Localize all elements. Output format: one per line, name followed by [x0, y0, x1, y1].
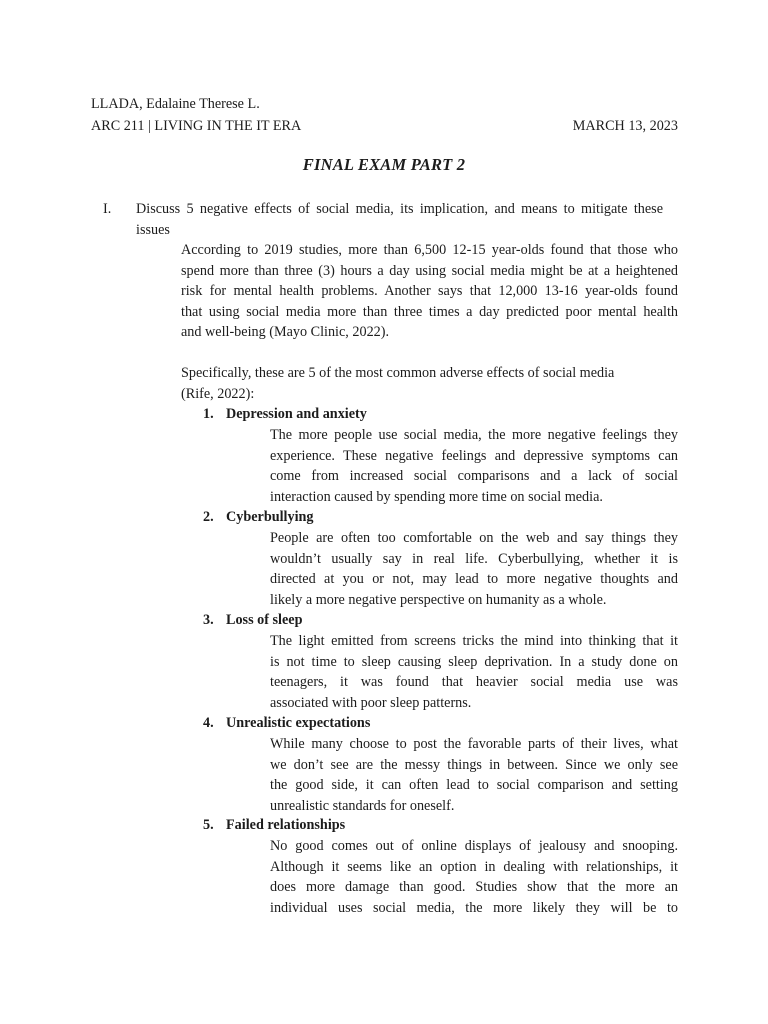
intro-line: that using social media more than three times a day predicted poor mental health — [181, 303, 678, 320]
item-line: While many choose to post the favorable parts of their lives, what — [270, 736, 678, 752]
item-line: interaction caused by spending more time on social media. — [270, 488, 603, 505]
intro-line: According to 2019 studies, more than 6,500 12-15 year-olds found that those who — [181, 242, 678, 258]
question-block — [103, 199, 663, 240]
item-number: 3. — [203, 612, 214, 628]
lead-line: Specifically, these are 5 of the most common adverse effects of social media — [181, 365, 615, 381]
item-line: No good comes out of online displays of jealousy and snooping. — [270, 838, 678, 854]
item-line: individual uses social media, the more likely they will be to — [270, 899, 678, 916]
item-number: 2. — [203, 509, 214, 525]
item-paragraph — [270, 836, 678, 918]
question-number: I. — [103, 201, 112, 217]
item-line: The light emitted from screens tricks the mind into thinking that it — [270, 633, 678, 649]
course-label: ARC 211 | LIVING IN THE IT ERA — [91, 118, 302, 134]
course-date-row — [91, 115, 678, 137]
item-line: likely a more negative perspective on humanity as a whole. — [270, 591, 607, 608]
item-title: Unrealistic expectations — [226, 715, 371, 731]
item-paragraph — [270, 425, 678, 507]
item-title: Loss of sleep — [226, 612, 303, 628]
item-line: experience. These negative feelings and depressive symptoms can — [270, 447, 678, 464]
item-line: directed at you or not, may lead to more negative thoughts and — [270, 571, 678, 588]
item-heading — [203, 507, 314, 528]
item-line: is not time to sleep causing sleep deprivation. In a study done on — [270, 653, 678, 670]
item-heading — [203, 610, 302, 631]
item-title: Depression and anxiety — [226, 406, 367, 422]
exam-date: MARCH 13, 2023 — [572, 118, 678, 134]
question-line: Discuss 5 negative effects of social media, its implication, and means to mitigate these — [136, 201, 663, 217]
question-text — [136, 199, 663, 240]
item-number: 5. — [203, 817, 214, 833]
item-line: come from increased social comparisons and a lack of social — [270, 468, 678, 485]
item-paragraph — [270, 734, 678, 816]
item-line: teenagers, it was found that heavier social media use was — [270, 674, 678, 691]
item-line: associated with poor sleep patterns. — [270, 694, 472, 711]
item-paragraph — [270, 528, 678, 610]
item-line: we don’t see are the messy things in between. Since we only see — [270, 756, 678, 773]
item-title: Cyberbullying — [226, 509, 314, 525]
intro-line: spend more than three (3) hours a day using social media might be at a heightened — [181, 262, 678, 279]
item-line: wouldn’t usually say in real life. Cyberbullying, whether it is — [270, 550, 678, 567]
lead-paragraph — [181, 363, 678, 404]
item-number: 4. — [203, 715, 214, 731]
intro-paragraph — [181, 240, 678, 343]
item-heading — [203, 404, 367, 425]
item-heading — [203, 713, 370, 734]
item-number: 1. — [203, 406, 214, 422]
item-line: Although it seems like an option in dealing with relationships, it — [270, 858, 678, 875]
intro-line: and well-being (Mayo Clinic, 2022). — [181, 324, 390, 341]
item-line: The more people use social media, the more negative feelings they — [270, 427, 678, 443]
student-name: LLADA, Edalaine Therese L. — [91, 96, 260, 112]
item-line: does more damage than good. Studies show that the more an — [270, 879, 678, 896]
page-title: FINAL EXAM PART 2 — [302, 155, 466, 174]
question-line: issues — [136, 221, 170, 238]
item-paragraph — [270, 631, 678, 713]
intro-line: risk for mental health problems. Another says that 12,000 13-16 year-olds found — [181, 283, 678, 300]
item-title: Failed relationships — [226, 817, 346, 833]
item-line: the good side, it can often lead to social comparison and setting — [270, 777, 678, 794]
item-line: unrealistic standards for oneself. — [270, 797, 455, 814]
lead-line: (Rife, 2022): — [181, 385, 255, 402]
item-line: People are often too comfortable on the web and say things they — [270, 530, 678, 546]
item-heading — [203, 815, 345, 836]
header-block — [91, 93, 678, 137]
